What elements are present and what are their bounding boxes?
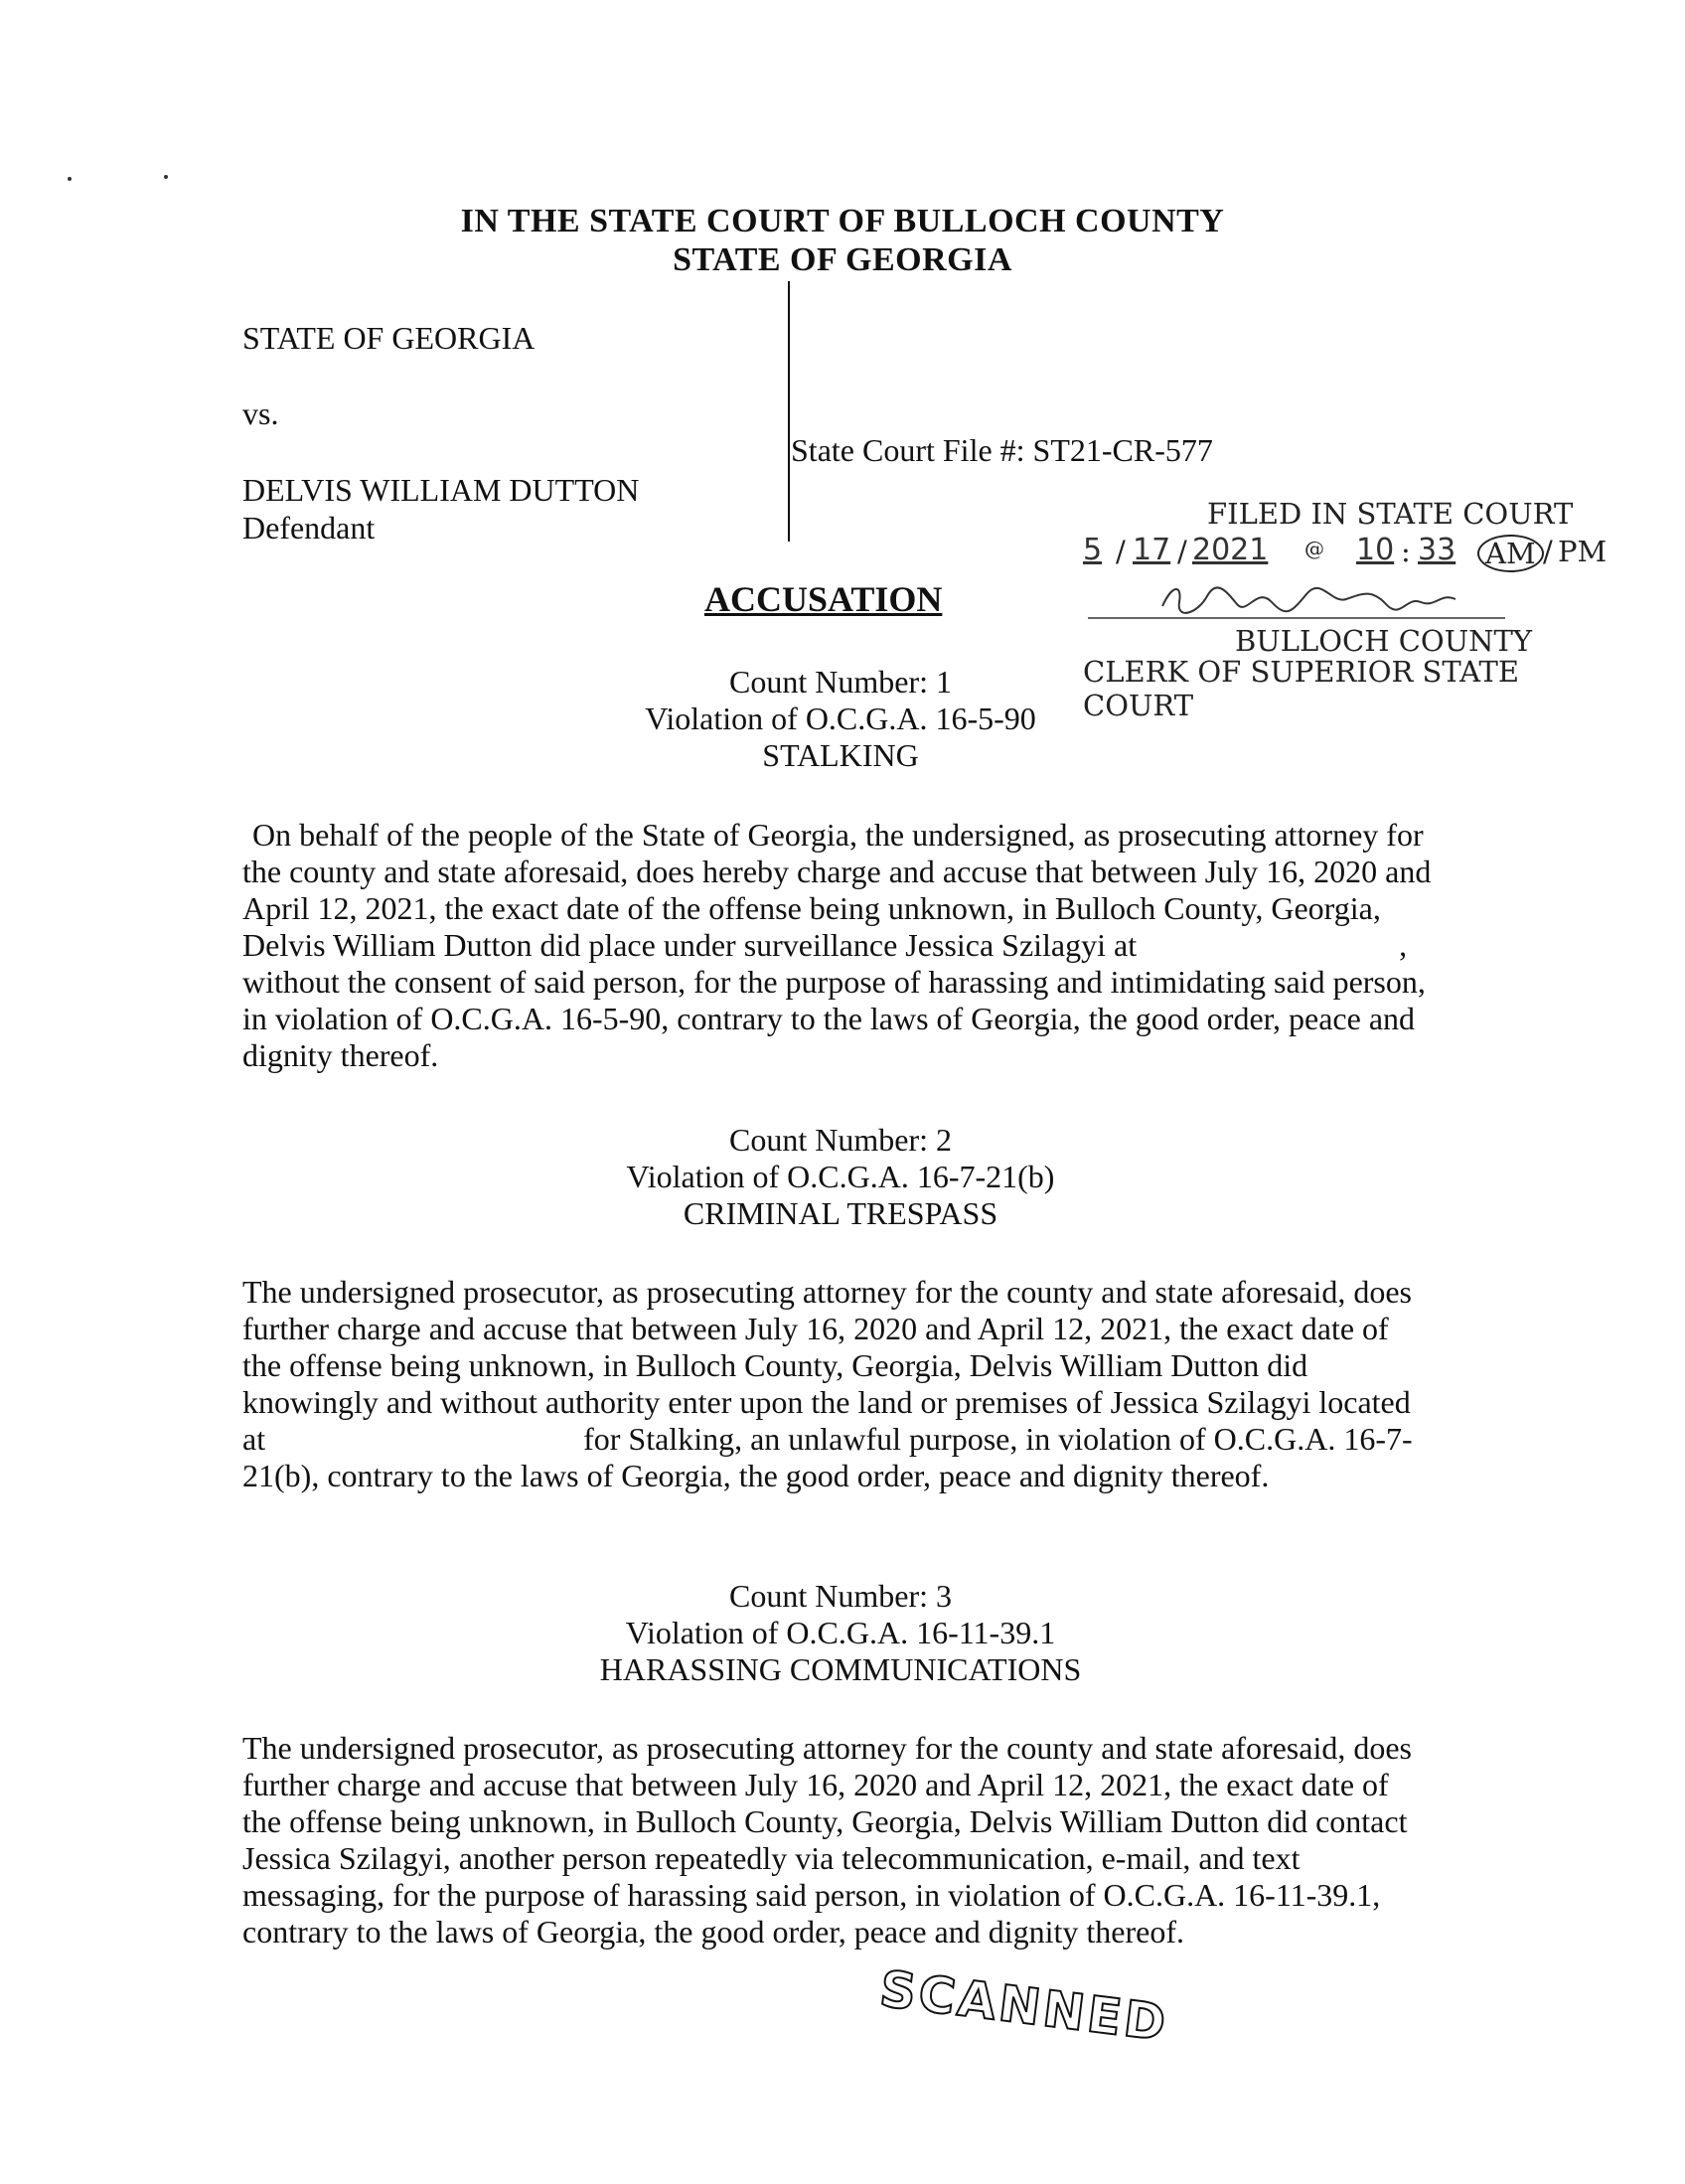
filing-ampm-sep: /	[1543, 535, 1553, 568]
filing-date-day: 17	[1133, 533, 1171, 567]
filing-at-symbol: @	[1304, 537, 1324, 560]
clerk-county: BULLOCH COUNTY	[1235, 624, 1533, 658]
count-offense: STALKING	[762, 737, 919, 773]
scan-speck	[164, 175, 168, 179]
count-1-heading	[443, 664, 1238, 774]
count-statute: Violation of O.C.G.A. 16-5-90	[645, 701, 1036, 736]
scanned-stamp: SCANNED	[876, 1959, 1172, 2053]
filing-time-minute: 33	[1418, 533, 1456, 567]
filing-date-year: 2021	[1192, 533, 1269, 567]
count-number: Count Number: 2	[729, 1122, 952, 1158]
filing-date-sep: /	[1116, 535, 1126, 568]
clerk-title: CLERK OF SUPERIOR STATE COURT	[1083, 655, 1520, 722]
count-3-text: The undersigned prosecutor, as prosecuting attorney for the county and state aforesaid, does further charge and accuse that between July 16, 2020 and April 12, 2021, the exact date of the offense being unknown, in Bulloch County, Georgia, Delvis William Dutton did contact Jessica Szilagyi, another person repeatedly via telecommunication, e-mail, and text messaging, for the purpose of harassing said person, in violation of O.C.G.A. 16-11-39.1, contrary to the laws of Georgia, the good order, peace and dignity thereof.	[242, 1730, 1420, 1950]
filing-date-sep: /	[1177, 535, 1187, 568]
filing-am: AM	[1477, 535, 1544, 572]
count-2-heading	[443, 1122, 1238, 1232]
count-1-text: On behalf of the people of the State of Georgia, the undersigned, as prosecuting attorney for the county and state aforesaid, does hereby charge and accuse that between July 16, 2020 and April 12, 2021, the exact date of the offense being unknown, in Bulloch County, Georgia, Delvis William Dutton did place under surveillance Jessica Szilagyi at , without the consent of said person, for the purpose of harassing and intimidating said person, in violation of O.C.G.A. 16-5-90, contrary to the laws of Georgia, the good order, peace and dignity thereof.	[242, 817, 1438, 1073]
count-number: Count Number: 1	[729, 664, 952, 700]
clerk-signature	[1088, 574, 1505, 624]
filing-stamp-title: FILED IN STATE COURT	[1207, 497, 1574, 531]
court-caption: IN THE STATE COURT OF BULLOCH COUNTY	[460, 203, 1225, 239]
caption-divider	[788, 281, 790, 542]
filing-pm: PM	[1558, 535, 1608, 568]
versus: vs.	[242, 395, 279, 431]
count-statute: Violation of O.C.G.A. 16-11-39.1	[625, 1615, 1056, 1650]
scan-speck	[68, 177, 72, 181]
filing-date-month: 5	[1083, 533, 1103, 567]
defendant-name: DELVIS WILLIAM DUTTON	[242, 472, 640, 508]
defendant-label: Defendant	[242, 510, 376, 546]
state-caption: STATE OF GEORGIA	[673, 241, 1012, 278]
filing-time-hour: 10	[1356, 533, 1395, 567]
count-offense: CRIMINAL TRESPASS	[683, 1195, 998, 1231]
count-3-heading	[443, 1578, 1238, 1688]
count-offense: HARASSING COMMUNICATIONS	[599, 1651, 1082, 1687]
count-statute: Violation of O.C.G.A. 16-7-21(b)	[626, 1159, 1055, 1194]
plaintiff: STATE OF GEORGIA	[242, 320, 536, 356]
file-number: State Court File #: ST21-CR-577	[791, 432, 1213, 468]
document-title: ACCUSATION	[704, 579, 943, 619]
count-2-text: The undersigned prosecutor, as prosecuting attorney for the county and state aforesaid, does further charge and accuse that between July 16, 2020 and April 12, 2021, the exact date of the offense being unknown, in Bulloch County, Georgia, Delvis William Dutton did knowingly and without authority enter upon the land or premises of Jessica Szilagyi located at for Stalking, an unlawful purpose, in violation of O.C.G.A. 16-7-21(b), contrary to the laws of Georgia, the good order, peace and dignity thereof.	[242, 1274, 1420, 1493]
count-number: Count Number: 3	[729, 1578, 952, 1614]
filing-time-sep: :	[1401, 535, 1411, 568]
